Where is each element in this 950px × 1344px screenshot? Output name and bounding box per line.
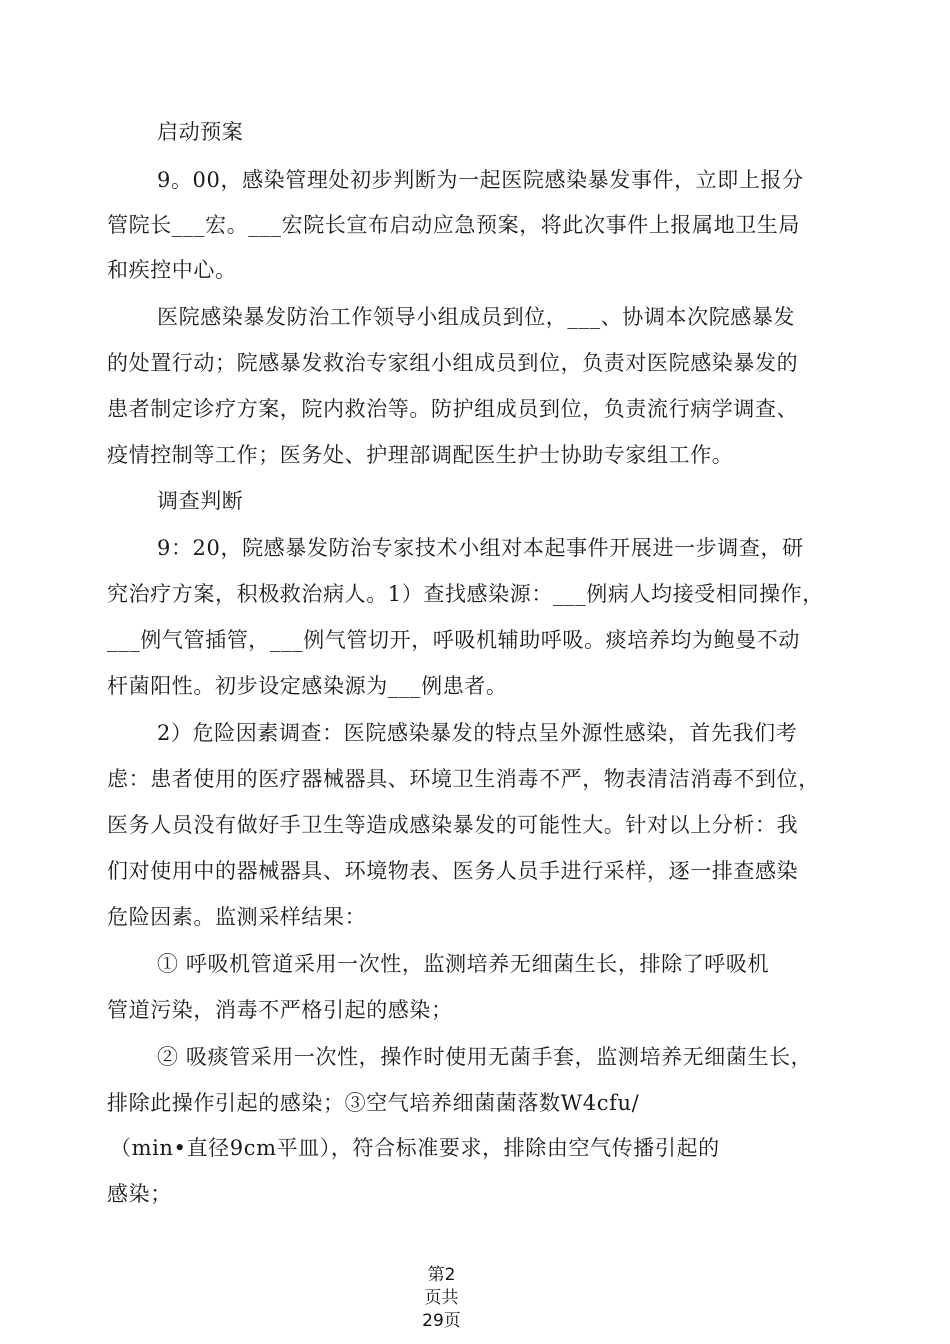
page-number-line: 第2 [427, 1265, 456, 1285]
section-heading-start-plan: 启动预案 [157, 120, 244, 144]
page-number-line: 页共 [424, 1288, 459, 1308]
list-item-line: ① 呼吸机管道采用一次性，监测培养无细菌生长，排除了呼吸机 [157, 952, 770, 976]
paragraph-line: 虑：患者使用的医疗器械器具、环境卫生消毒不严，物表清洁消毒不到位， [107, 767, 820, 791]
paragraph-line: 的处置行动；院感暴发救治专家组小组成员到位，负责对医院感染暴发的 [107, 351, 799, 375]
list-item-line: 排除此操作引起的感染；③空气培养细菌菌落数W4cfu/ [107, 1091, 640, 1115]
paragraph-line: ___例气管插管，___例气管切开，呼吸机辅助呼吸。痰培养均为鲍曼不动 [107, 628, 800, 652]
paragraph-line: 管院长___宏。___宏院长宣布启动应急预案，将此次事件上报属地卫生局 [107, 213, 800, 237]
paragraph-line: 杆菌阳性。初步设定感染源为___例患者。 [107, 674, 508, 698]
paragraph-line: 究治疗方案，积极救治病人。1）查找感染源：___例病人均接受相同操作， [107, 582, 824, 606]
list-item-line: 管道污染，消毒不严格引起的感染； [107, 998, 453, 1022]
list-item-line: （min•直径9cm平皿），符合标准要求，排除由空气传播引起的 [110, 1136, 720, 1160]
paragraph-line: 9。00，感染管理处初步判断为一起医院感染暴发事件，立即上报分 [157, 168, 804, 192]
paragraph-line: 9：20，院感暴发防治专家技术小组对本起事件开展进一步调查，研 [157, 536, 804, 560]
paragraph-line: 疫情控制等工作；医务处、护理部调配医生护士协助专家组工作。 [107, 443, 734, 467]
paragraph-line: 医院感染暴发防治工作领导小组成员到位，___、协调本次院感暴发 [157, 305, 796, 329]
list-item-line: 感染； [107, 1182, 172, 1206]
section-heading-investigation: 调查判断 [157, 489, 244, 513]
list-item-line: ② 吸痰管采用一次性，操作时使用无菌手套，监测培养无细菌生长， [157, 1045, 813, 1069]
paragraph-line: 患者制定诊疗方案，院内救治等。防护组成员到位，负责流行病学调查、 [107, 397, 799, 421]
page-number-line: 29页 [422, 1311, 461, 1331]
paragraph-line: 2）危险因素调查：医院感染暴发的特点呈外源性感染，首先我们考 [157, 721, 798, 745]
paragraph-line: 危险因素。监测采样结果： [107, 905, 367, 929]
paragraph-line: 们对使用中的器械器具、环境物表、医务人员手进行采样，逐一排查感染 [107, 859, 799, 883]
paragraph-line: 和疾控中心。 [107, 258, 237, 282]
paragraph-line: 医务人员没有做好手卫生等造成感染暴发的可能性大。针对以上分析：我 [107, 813, 799, 837]
